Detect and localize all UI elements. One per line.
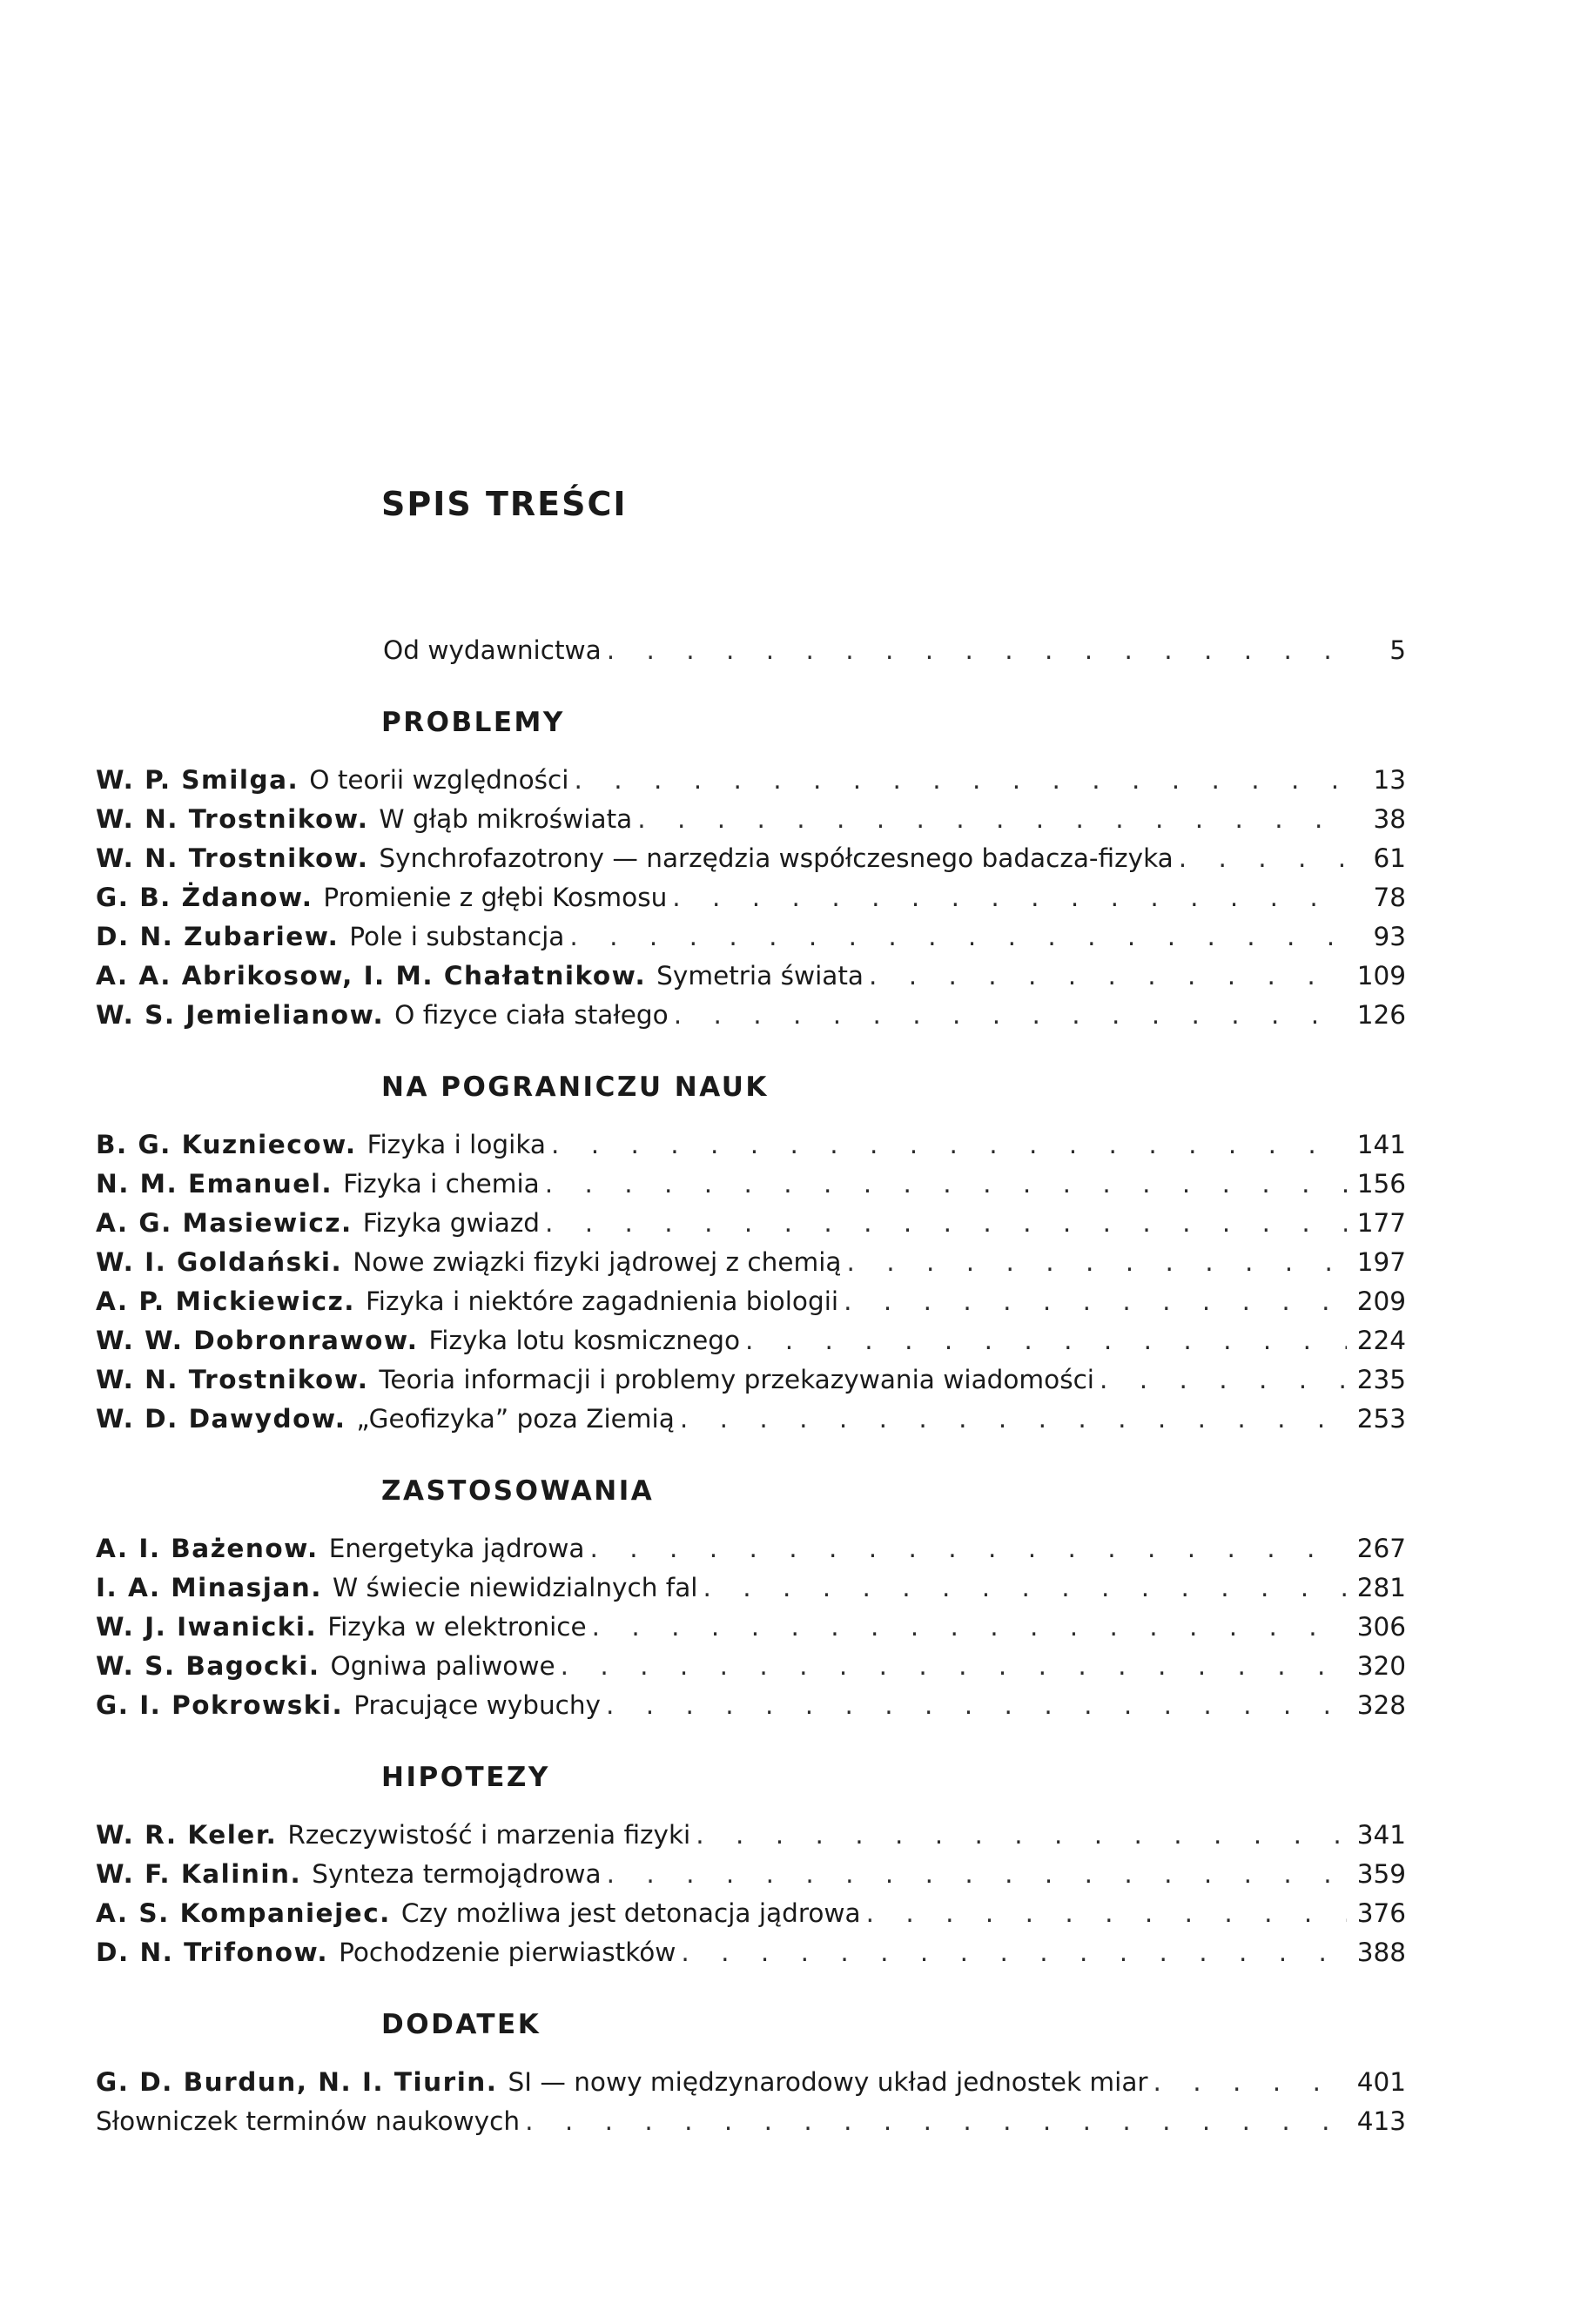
dot-leader [637,800,1347,839]
page-number: 156 [1356,1169,1406,1199]
page-number: 197 [1356,1247,1406,1277]
dot-leader [1179,839,1347,878]
entry-title: Od wydawnictwa [383,635,602,665]
entry-title: Promienie z głębi Kosmosu [323,883,668,912]
toc-entry-intro [96,631,1406,670]
page-number: 401 [1356,2067,1406,2097]
entry-author: W. F. Kalinin. [96,1859,302,1889]
page-number: 281 [1356,1573,1406,1602]
section-heading-zastosowania: ZASTOSOWANIA [381,1475,655,1507]
entry-author: D. N. Trifonow. [96,1938,329,1967]
entry-title: O fizyce ciała stałego [394,1000,669,1030]
entry-title: Fizyka w elektronice [327,1612,587,1642]
dot-leader [696,1816,1347,1855]
dot-leader [589,1529,1347,1568]
toc-entry [96,1282,1406,1321]
dot-leader [607,631,1347,670]
page-number: 177 [1356,1208,1406,1238]
dot-leader [592,1608,1347,1647]
toc-entry [96,2063,1406,2102]
toc-entry [96,1608,1406,1647]
entry-title: O teorii względności [309,765,569,795]
entry-author: A. S. Kompaniejec. [96,1898,391,1928]
entry-author: W. P. Smilga. [96,765,299,795]
toc-entry [96,2102,1406,2141]
entry-author: G. B. Żdanow. [96,883,313,912]
toc-entry [96,1321,1406,1360]
dot-leader [869,957,1347,996]
dot-leader [680,1400,1347,1439]
entry-author: A. G. Masiewicz. [96,1208,353,1238]
page-number: 376 [1356,1898,1406,1928]
entry-author: A. I. Bażenow. [96,1534,319,1563]
dot-leader [574,761,1347,800]
page-number: 61 [1373,843,1406,873]
entry-title: SI — nowy międzynarodowy układ jednostek miar [508,2067,1148,2097]
entry-author: B. G. Kuzniecow. [96,1130,357,1159]
entry-author: D. N. Zubariew. [96,922,340,951]
entry-title: Czy możliwa jest detonacja jądrowa [400,1898,861,1928]
entry-author: W. W. Dobronrawow. [96,1326,419,1355]
page-number: 341 [1356,1820,1406,1850]
entry-author: W. I. Goldański. [96,1247,343,1277]
dot-leader [844,1282,1347,1321]
dot-leader [1100,1360,1347,1400]
entry-author: W. N. Trostnikow. [96,804,369,834]
entry-title: W świecie niewidzialnych fal [332,1573,698,1602]
dot-leader [569,917,1347,957]
section-heading-na-pograniczu-nauk: NA POGRANICZU NAUK [381,1071,769,1103]
page-number: 253 [1356,1404,1406,1434]
toc-entry [96,1400,1406,1439]
table-of-contents [96,631,1406,2141]
entry-author: G. D. Burdun, N. I. Tiurin. [96,2067,498,2097]
entry-author: W. N. Trostnikow. [96,1365,369,1394]
entry-title: Synchrofazotrony — narzędzia współczesnego badacza-fizyka [379,843,1174,873]
entry-title: Fizyka lotu kosmicznego [428,1326,741,1355]
entry-title: Symetria świata [656,961,864,991]
toc-entry [96,1686,1406,1725]
page-number: 78 [1373,883,1406,912]
entry-title: Energetyka jądrowa [328,1534,585,1563]
page-number: 209 [1356,1286,1406,1316]
page-number: 38 [1373,804,1406,834]
toc-entry [96,839,1406,878]
page-number: 328 [1356,1690,1406,1720]
page-number: 13 [1373,765,1406,795]
page-number: 109 [1356,961,1406,991]
section-heading-problemy: PROBLEMY [381,707,565,738]
section-heading-dodatek: DODATEK [381,2009,541,2040]
page-number: 126 [1356,1000,1406,1030]
dot-leader [846,1243,1347,1282]
toc-entry [96,1933,1406,1972]
page-number: 93 [1373,922,1406,951]
toc-entry [96,1855,1406,1894]
dot-leader [545,1204,1347,1243]
toc-entry [96,878,1406,917]
entry-title: Fizyka i chemia [343,1169,540,1199]
entry-author: G. I. Pokrowski. [96,1690,344,1720]
toc-entry [96,1529,1406,1568]
entry-author: N. M. Emanuel. [96,1169,333,1199]
entry-author: W. R. Keler. [96,1820,278,1850]
entry-author: W. D. Dawydow. [96,1404,346,1434]
entry-author: W. S. Jemielianow. [96,1000,385,1030]
entry-author: W. J. Iwanicki. [96,1612,318,1642]
page-number: 141 [1356,1130,1406,1159]
toc-entry [96,1647,1406,1686]
entry-title: Synteza termojądrowa [312,1859,602,1889]
page-number: 359 [1356,1859,1406,1889]
toc-entry [96,1568,1406,1608]
toc-entry [96,1125,1406,1165]
dot-leader [525,2102,1347,2141]
dot-leader [672,878,1347,917]
entry-author: A. A. Abrikosow, I. M. Chałatnikow. [96,961,647,991]
entry-title: Pracujące wybuchy [353,1690,602,1720]
toc-entry [96,1816,1406,1855]
dot-leader [681,1933,1347,1972]
entry-title: Fizyka gwiazd [362,1208,541,1238]
entry-title: Fizyka i niektóre zagadnienia biologii [365,1286,839,1316]
entry-title: Fizyka i logika [367,1130,546,1159]
entry-title: Rzeczywistość i marzenia fizyki [287,1820,691,1850]
entry-title: Teoria informacji i problemy przekazywania wiadomości [379,1365,1094,1394]
entry-author: W. S. Bagocki. [96,1651,320,1681]
toc-entry [96,1204,1406,1243]
toc-entry [96,1894,1406,1933]
entry-title: Nowe związki fizyki jądrowej z chemią [353,1247,842,1277]
dot-leader [561,1647,1347,1686]
dot-leader [606,1686,1347,1725]
page-title: SPIS TREŚCI [381,485,628,523]
dot-leader [551,1125,1347,1165]
dot-leader [545,1165,1347,1204]
entry-title: Pole i substancja [349,922,565,951]
toc-entry [96,1165,1406,1204]
page-number: 235 [1356,1365,1406,1394]
entry-author: W. N. Trostnikow. [96,843,369,873]
entry-title: Słowniczek terminów naukowych [96,2106,521,2136]
toc-entry [96,1243,1406,1282]
dot-leader [866,1894,1347,1933]
toc-entry [96,800,1406,839]
section-heading-hipotezy: HIPOTEZY [381,1762,550,1793]
entry-title: W głąb mikroświata [379,804,633,834]
page-number: 306 [1356,1612,1406,1642]
toc-entry [96,957,1406,996]
entry-title: Ogniwa paliwowe [330,1651,555,1681]
dot-leader [674,996,1347,1035]
page-number: 320 [1356,1651,1406,1681]
toc-entry [96,917,1406,957]
entry-author: A. P. Mickiewicz. [96,1286,355,1316]
page-number: 267 [1356,1534,1406,1563]
toc-entry [96,996,1406,1035]
entry-author: I. A. Minasjan. [96,1573,322,1602]
page-number: 388 [1356,1938,1406,1967]
entry-title: Pochodzenie pierwiastków [339,1938,676,1967]
entry-title: „Geofizyka” poza Ziemią [356,1404,675,1434]
page-number: 413 [1356,2106,1406,2136]
toc-entry [96,1360,1406,1400]
dot-leader [745,1321,1347,1360]
toc-entry [96,761,1406,800]
dot-leader [1153,2063,1347,2102]
dot-leader [607,1855,1347,1894]
page-number: 224 [1356,1326,1406,1355]
dot-leader [703,1568,1347,1608]
page-number: 5 [1389,635,1406,665]
